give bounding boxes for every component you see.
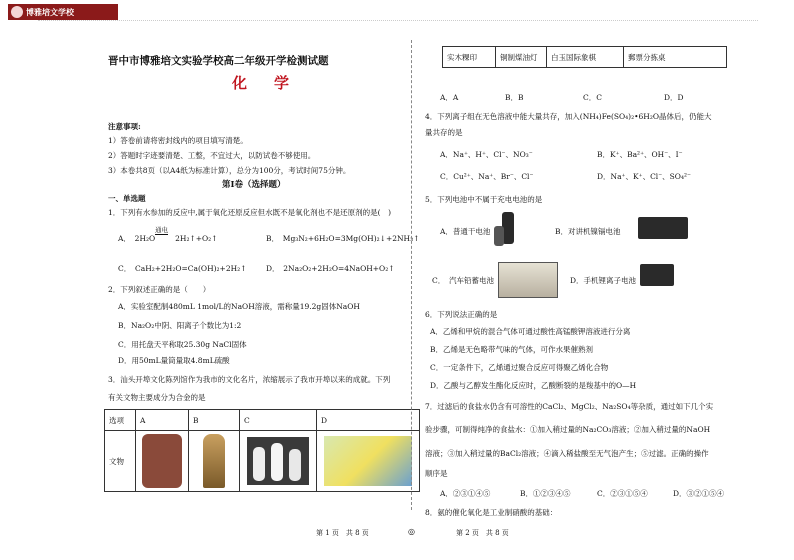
- q4-stem: 4．下列离子组在无色溶液中能大量共存，加入(NH₄)Fe(SO₄)₂•6H₂O晶体后，仍能大: [425, 112, 712, 121]
- nickel-cadmium-battery-image: [638, 217, 688, 239]
- table-cell: 白玉国际象棋: [547, 47, 624, 68]
- q6-option-b: B．乙烯是无色略带气味的气体，可作水果催熟剂: [430, 345, 594, 354]
- q1-option-c: C． CaH₂+2H₂O=Ca(OH)₂+2H₂↑: [118, 264, 247, 273]
- q7-option-d: D．③②①⑤④: [673, 489, 725, 498]
- table-cell: 文物: [105, 431, 136, 492]
- table-cell: [240, 431, 317, 492]
- header-rule: [38, 20, 758, 21]
- school-emblem-icon: [11, 6, 23, 18]
- stamp-table-image: [324, 436, 412, 486]
- q3-option-a: A．A: [440, 93, 459, 102]
- q4-stem-2: 量共存的是: [425, 128, 463, 137]
- table-cell: 郵票分拣桌: [624, 47, 727, 68]
- q6-option-a: A．乙烯和甲烷的混合气体可通过酸性高锰酸钾溶液进行分离: [430, 327, 631, 336]
- table-cell: 实木粿印: [443, 47, 496, 68]
- q7-stem-2: 验步骤，可制得纯净的食盐水：①加入稍过量的Na₂CO₃溶液；②加入稍过量的NaOH: [425, 425, 711, 434]
- lead-acid-battery-image: [498, 262, 558, 298]
- footer-page-left: 第 1 页 共 8 页: [316, 529, 369, 537]
- table-cell: [189, 431, 240, 492]
- q3-table-continued: [442, 46, 727, 68]
- copper-lamp-image: [203, 434, 225, 488]
- notice-3: 3）本卷共8页（以A4纸为标准计算），总分为100分，考试时间75分钟。: [108, 166, 351, 175]
- table-row: [105, 431, 420, 492]
- q7-stem-3: 溶液；③加入稍过量的BaCl₂溶液；④滴入稀盐酸至无气泡产生；⑤过滤。正确的操作: [425, 449, 709, 458]
- q2-option-a: A．实验室配制480mL 1mol/L的NaOH溶液，需称量19.2g固体NaOH: [118, 302, 360, 311]
- q7-option-a: A．②③①④⑤: [440, 489, 491, 498]
- section1-title: 一、单选题: [108, 194, 146, 203]
- lithium-ion-battery-image: [640, 264, 674, 286]
- dry-cell-battery-image-2: [494, 226, 504, 246]
- q3-option-c: C．C: [583, 93, 602, 102]
- table-cell: 铜制煤油灯: [496, 47, 547, 68]
- table-cell: [317, 431, 420, 492]
- q2-stem: 2．下列叙述正确的是（ ）: [108, 285, 211, 294]
- q5-option-d: D．手机锂离子电池: [570, 276, 637, 285]
- table-cell: B: [189, 410, 240, 431]
- logo-text: 博雅培文学校: [26, 7, 74, 17]
- q4-option-c: C．Cu²⁺、Na⁺、Br⁻、Cl⁻: [440, 172, 534, 181]
- footer-page-right: 第 2 页 共 8 页: [456, 529, 509, 537]
- q7-option-b: B．①②③④⑤: [520, 489, 571, 498]
- footer-divider-icon: ◎: [408, 527, 415, 536]
- notice-2: 2）答题时字迹要清楚、工整，不宜过大，以防试卷不够使用。: [108, 151, 316, 160]
- q1-option-b: B． Mg₃N₂+6H₂O=3Mg(OH)₂↓+2NH₃↑: [266, 234, 420, 243]
- notice-title: 注意事项:: [108, 122, 141, 131]
- q3-table: [104, 409, 420, 492]
- q5-option-b: B．对讲机镍镉电池: [555, 227, 621, 236]
- jade-chess-image: [247, 437, 309, 485]
- q7-stem: 7．过滤后的食盐水仍含有可溶性的CaCl₂、MgCl₂、Na₂SO₄等杂质，通过如下几个实: [425, 402, 714, 411]
- part1-title: 第Ⅰ卷（选择题）: [222, 180, 286, 190]
- q1-a-condition: 通电: [155, 226, 169, 234]
- q7-stem-4: 顺序是: [425, 469, 448, 478]
- q6-option-c: C．一定条件下，乙烯通过聚合反应可得聚乙烯化合物: [430, 363, 609, 372]
- q1-option-a: [118, 226, 218, 244]
- q4-option-d: D．Na⁺、K⁺、Cl⁻、SO₄²⁻: [597, 172, 691, 181]
- q1-option-d: D． 2Na₂O₂+2H₂O=4NaOH+O₂↑: [266, 264, 395, 273]
- q1-a-left: A． 2H₂O: [118, 234, 156, 243]
- q4-option-a: A．Na⁺、H⁺、Cl⁻、NO₃⁻: [440, 150, 533, 159]
- q1-a-right: 2H₂↑+O₂↑: [175, 234, 218, 243]
- q7-option-c: C．②③①⑤④: [597, 489, 648, 498]
- q5-option-c: C． 汽车铅蓄电池: [432, 276, 494, 285]
- q3-option-d: D．D: [664, 93, 684, 102]
- q8-stem: 8．氨的催化氧化是工业制硝酸的基础：: [425, 508, 558, 517]
- wooden-seal-image: [142, 434, 182, 488]
- q3-stem: 3．汕头开埠文化陈列馆作为我市的文化名片，浓缩展示了我市开埠以来的成就。下列: [108, 375, 391, 384]
- q6-option-d: D．乙酸与乙醇发生酯化反应时，乙酸断裂的是羧基中的O—H: [430, 381, 637, 390]
- school-logo: [8, 4, 118, 20]
- q2-option-c: C．用托盘天平称取25.30g NaCl固体: [118, 340, 247, 349]
- q1-stem: 1．下列有水参加的反应中,属于氧化还原反应但水既不是氧化剂也不是还原剂的是( ): [108, 208, 392, 217]
- table-cell: 选项: [105, 410, 136, 431]
- q2-option-d: D．用50mL量筒量取4.8mL硫酸: [118, 356, 230, 365]
- table-row: [443, 47, 727, 68]
- table-cell: D: [317, 410, 420, 431]
- q3-stem-2: 有关文物主要成分为合金的是: [108, 393, 206, 402]
- table-cell: A: [136, 410, 189, 431]
- table-cell: C: [240, 410, 317, 431]
- q6-stem: 6．下列说法正确的是: [425, 310, 498, 319]
- subject-title: 化 学: [232, 74, 296, 92]
- notice-1: 1）答卷前请将密封线内的项目填写清楚。: [108, 136, 248, 145]
- table-cell: [136, 431, 189, 492]
- q3-option-b: B．B: [505, 93, 524, 102]
- q5-stem: 5．下列电池中不属于充电电池的是: [425, 195, 543, 204]
- q5-option-a: A．普通干电池: [440, 227, 491, 236]
- q2-option-b: B．Na₂O₂中阴、阳离子个数比为1:2: [118, 321, 242, 330]
- table-row: [105, 410, 420, 431]
- q4-option-b: B．K⁺、Ba²⁺、OH⁻、I⁻: [597, 150, 683, 159]
- exam-title: 晋中市博雅培文实验学校高二年级开学检测试题: [108, 55, 329, 67]
- column-divider: [411, 40, 412, 510]
